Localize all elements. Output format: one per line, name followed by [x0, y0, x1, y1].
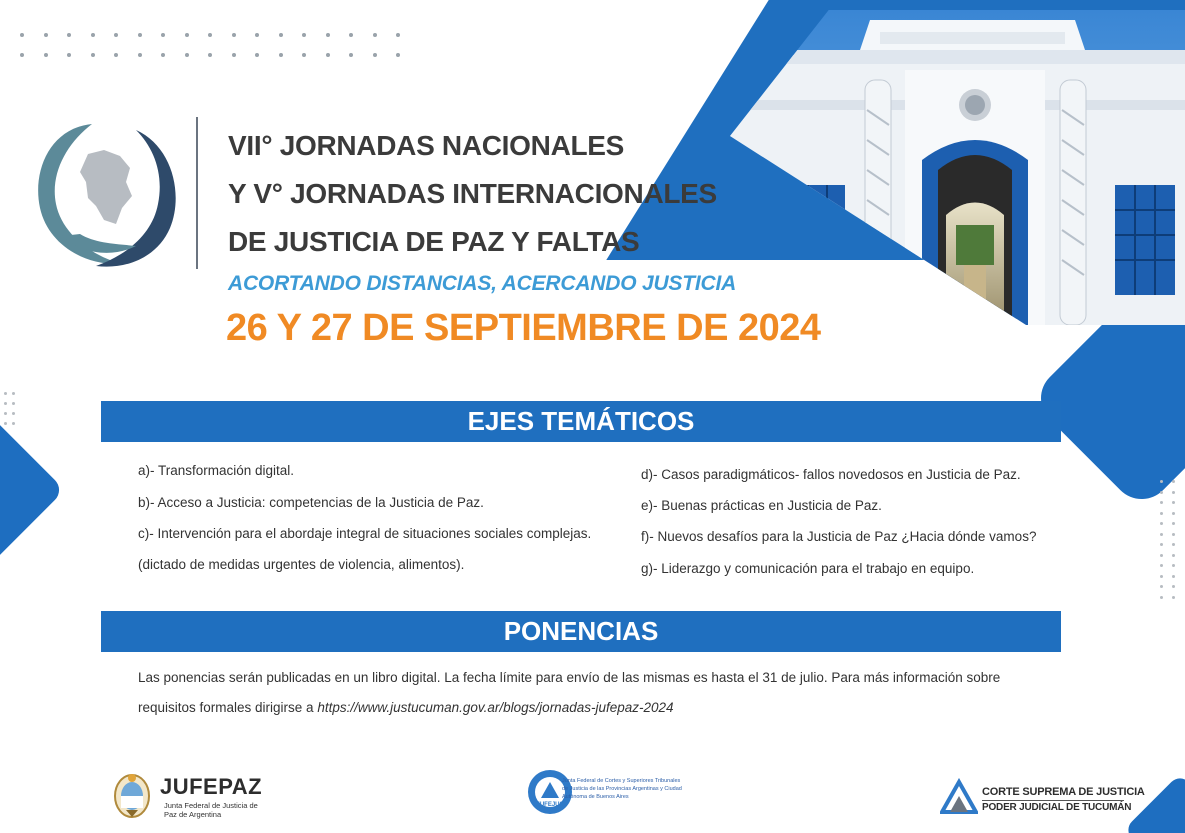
corte-suprema-logo-icon — [940, 778, 978, 814]
argentina-map-hands-logo — [32, 116, 182, 271]
decorative-dot — [1160, 512, 1163, 515]
decorative-dot — [1172, 512, 1175, 515]
jufejus-logo-icon — [526, 768, 574, 816]
topic-item-c: c)- Intervención para el abordaje integral de situaciones sociales complejas. — [138, 526, 592, 541]
decorative-dot — [4, 412, 7, 415]
topic-item-f: f)- Nuevos desafíos para la Justicia de Paz ¿Hacia dónde vamos? — [641, 529, 1037, 544]
decorative-dot — [114, 33, 118, 37]
corte-suprema-footer-logo — [940, 778, 1145, 818]
decorative-dot — [12, 402, 15, 405]
decorative-dot — [1160, 575, 1163, 578]
decorative-dot — [1160, 522, 1163, 525]
decorative-dot — [349, 33, 353, 37]
decorative-dot — [1172, 575, 1175, 578]
decorative-dot — [396, 33, 400, 37]
decorative-dot — [44, 33, 48, 37]
decorative-dot — [1160, 533, 1163, 536]
corte-suprema-title: CORTE SUPREMA DE JUSTICIA — [982, 786, 1145, 798]
decorative-dot — [302, 33, 306, 37]
decorative-dot — [138, 33, 142, 37]
header-divider — [196, 117, 198, 269]
decorative-dot — [12, 392, 15, 395]
decorative-dot — [1160, 596, 1163, 599]
decorative-dot — [255, 33, 259, 37]
decorative-dot — [185, 53, 189, 57]
topic-item-c-continued: (dictado de medidas urgentes de violencia, alimentos). — [138, 557, 465, 572]
decorative-dot-row — [20, 33, 420, 59]
ponencias-text-line-2 — [138, 700, 674, 715]
decorative-dot — [326, 33, 330, 37]
decorative-dot — [185, 33, 189, 37]
topic-item-d: d)- Casos paradigmáticos- fallos novedosos en Justicia de Paz. — [641, 467, 1021, 482]
jufejus-logo-text: JUFEJUS — [536, 802, 564, 808]
ejes-tematicos-heading: EJES TEMÁTICOS — [101, 401, 1061, 442]
decorative-dot — [20, 53, 24, 57]
title-line-2: Y V° JORNADAS INTERNACIONALES — [228, 178, 717, 209]
decorative-dot — [4, 402, 7, 405]
decorative-dot — [138, 53, 142, 57]
decorative-dot — [1172, 596, 1175, 599]
decorative-dot — [232, 53, 236, 57]
decorative-dot — [1172, 554, 1175, 557]
decorative-dot — [255, 53, 259, 57]
jufepaz-subtitle-line-1: Junta Federal de Justicia de — [164, 801, 258, 810]
decorative-dot — [1172, 543, 1175, 546]
decorative-dot — [1172, 585, 1175, 588]
decorative-dot — [67, 33, 71, 37]
decorative-dot — [1160, 501, 1163, 504]
junta-text-line-3: Autónoma de Buenos Aires — [562, 794, 629, 800]
decorative-dot — [279, 33, 283, 37]
decorative-dot — [396, 53, 400, 57]
jufepaz-seal-icon — [112, 770, 152, 820]
decorative-dot — [302, 53, 306, 57]
decorative-dot — [208, 53, 212, 57]
ponencias-text-line-1: Las ponencias serán publicadas en un libro digital. La fecha límite para envío de las mismas es hasta el 31 de julio. Para más información sobre — [138, 670, 1001, 685]
decorative-dot — [114, 53, 118, 57]
title-line-3: DE JUSTICIA DE PAZ Y FALTAS — [228, 226, 640, 257]
decorative-dot — [1160, 564, 1163, 567]
decorative-dot — [326, 53, 330, 57]
decorative-dot — [44, 53, 48, 57]
decorative-dot — [232, 33, 236, 37]
decorative-dot — [1172, 491, 1175, 494]
jufepaz-title: JUFEPAZ — [160, 774, 263, 799]
decorative-dot — [161, 53, 165, 57]
decorative-blue-shape-left — [0, 405, 65, 575]
topic-item-b: b)- Acceso a Justicia: competencias de la Justicia de Paz. — [138, 495, 484, 510]
decorative-dot — [208, 33, 212, 37]
decorative-dot — [91, 33, 95, 37]
decorative-dot — [1172, 522, 1175, 525]
ponencias-text-prefix: requisitos formales dirigirse a — [138, 700, 318, 715]
topic-item-g: g)- Liderazgo y comunicación para el trabajo en equipo. — [641, 561, 975, 576]
decorative-dot — [1172, 480, 1175, 483]
decorative-dot — [161, 33, 165, 37]
decorative-dot — [349, 53, 353, 57]
decorative-dot — [1160, 554, 1163, 557]
event-subtitle: ACORTANDO DISTANCIAS, ACERCANDO JUSTICIA — [228, 272, 737, 295]
decorative-dot — [1172, 564, 1175, 567]
decorative-dot — [4, 422, 7, 425]
topic-item-e: e)- Buenas prácticas en Justicia de Paz. — [641, 498, 882, 513]
decorative-dot — [20, 33, 24, 37]
decorative-dot — [1172, 533, 1175, 536]
building-photo — [730, 10, 1185, 325]
decorative-dot — [12, 422, 15, 425]
decorative-dot — [67, 53, 71, 57]
decorative-dot — [1160, 543, 1163, 546]
decorative-dot — [373, 33, 377, 37]
jufepaz-subtitle-line-2: Paz de Argentina — [164, 810, 222, 819]
jufepaz-footer-logo — [112, 768, 312, 824]
ponencias-url-link[interactable]: https://www.justucuman.gov.ar/blogs/jornadas-jufepaz-2024 — [317, 700, 674, 715]
jufejus-footer-logo — [526, 768, 726, 818]
junta-text-line-1: Junta Federal de Cortes y Superiores Tribunales — [562, 778, 681, 784]
corte-suprema-subtitle: PODER JUDICIAL DE TUCUMÁN — [982, 802, 1132, 813]
event-date: 26 Y 27 DE SEPTIEMBRE DE 2024 — [226, 307, 821, 349]
decorative-dot — [1160, 480, 1163, 483]
decorative-dot — [1172, 501, 1175, 504]
decorative-dot — [12, 412, 15, 415]
decorative-dot — [373, 53, 377, 57]
decorative-dot — [1160, 585, 1163, 588]
topic-item-a: a)- Transformación digital. — [138, 463, 295, 478]
title-line-1: VII° JORNADAS NACIONALES — [228, 130, 625, 161]
decorative-dot — [279, 53, 283, 57]
decorative-dot — [1160, 491, 1163, 494]
decorative-dot — [4, 392, 7, 395]
decorative-dot — [91, 53, 95, 57]
ponencias-heading: PONENCIAS — [101, 611, 1061, 652]
junta-text-line-2: de Justicia de las Provincias Argentinas y Ciudad — [562, 786, 682, 792]
corte-suprema-divider — [982, 800, 1124, 801]
